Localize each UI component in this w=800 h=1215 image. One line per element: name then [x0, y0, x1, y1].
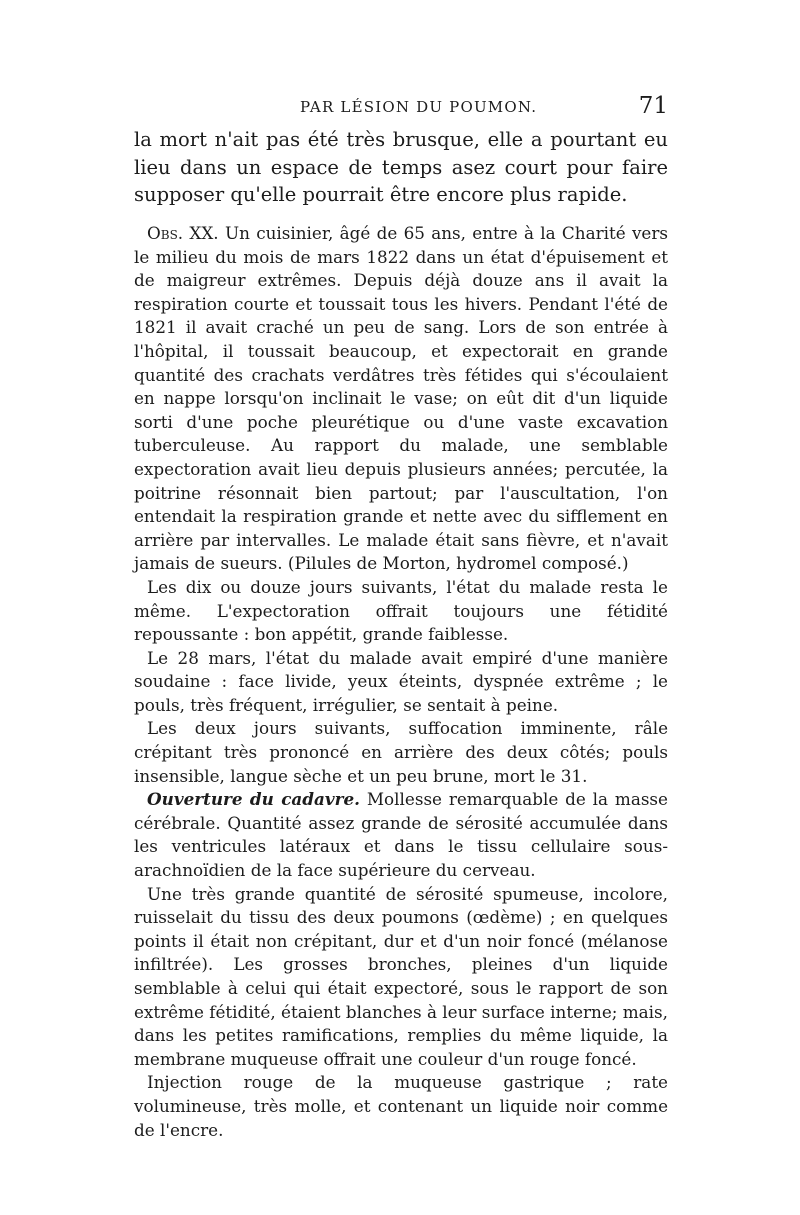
running-title: PAR LÉSION DU POUMON.: [300, 98, 538, 116]
page-number: 71: [638, 93, 668, 119]
observation-text-5: Mollesse remarquable de la masse cérébrale. Quantité assez grande de sérosité accumulée dans les ventricules latéraux et dans le tissu cellulaire sous-arachnoïdien de la face supérieure du cerveau.: [134, 789, 668, 881]
observation-xx: [134, 222, 668, 1142]
page-header: [134, 93, 668, 124]
observation-paragraph-2: Les dix ou douze jours suivants, l'état du malade resta le même. L'expectoration offrait toujours une fétidité repoussante : bon appétit, grande faiblesse.: [134, 576, 668, 645]
intro-paragraph: la mort n'ait pas été très brusque, elle a pourtant eu lieu dans un espace de temps asez court pour faire supposer qu'elle pourrait être encore plus rapide.: [134, 128, 668, 206]
observation-paragraph-7: Injection rouge de la muqueuse gastrique ; rate volumineuse, très molle, et contenant un liquide noir comme de l'encre.: [134, 1072, 668, 1140]
autopsy-heading: Ouverture du cadavre.: [147, 789, 361, 810]
observation-paragraph-4: Les deux jours suivants, suffocation imminente, râle crépitant très prononcé en arrière des deux côtés; pouls insensible, langue sèche et un peu brune, mort le 31.: [134, 718, 668, 786]
observation-paragraph-3: Le 28 mars, l'état du malade avait empiré d'une manière soudaine : face livide, yeux éteints, dyspnée extrême ; le pouls, très fréquent, irrégulier, se sentait à peine.: [134, 647, 668, 715]
observation-label: Obs. XX.: [147, 223, 219, 243]
observation-paragraph-5: [134, 788, 668, 882]
intro-paragraph-block: [134, 126, 668, 209]
observation-text-1: Un cuisinier, âgé de 65 ans, entre à la Charité vers le milieu du mois de mars 1822 dans un état d'épuisement et de maigreur extrêmes. Depuis déjà douze ans il avait la respiration courte et toussait tous les hivers. Pendant l'été de 1821 il avait craché un peu de sang. Lors de son entrée à l'hôpital, il toussait beaucoup, et expectorait en grande quantité des crachats verdâtres très fétides qui s'écoulaient en nappe lorsqu'on inclinait le vase; on eût dit d'un liquide sorti d'une poche pleurétique ou d'une vaste excavation tuberculeuse. Au rapport du malade, une semblable expectoration avait lieu depuis plusieurs années; percutée, la poitrine résonnait bien partout; par l'auscultation, l'on entendait la respiration grande et nette avec du sifflement en arrière par intervalles. Le malade était sans fièvre, et n'avait jamais de sueurs. (Pilules de Morton, hydromel composé.): [134, 223, 668, 574]
observation-paragraph-1: [134, 222, 668, 576]
observation-paragraph-6: Une très grande quantité de sérosité spumeuse, incolore, ruisselait du tissu des deux poumons (œdème) ; en quelques points il était non crépitant, dur et d'un noir foncé (mélanose infiltrée). Les grosses bronches, pleines d'un liquide semblable à celui qui était expectoré, sous le rapport de son extrême fétidité, étaient blanches à leur surface interne; mais, dans les petites ramifications, remplies du même liquide, la membrane muqueuse offrait une couleur d'un rouge foncé.: [134, 883, 668, 1069]
